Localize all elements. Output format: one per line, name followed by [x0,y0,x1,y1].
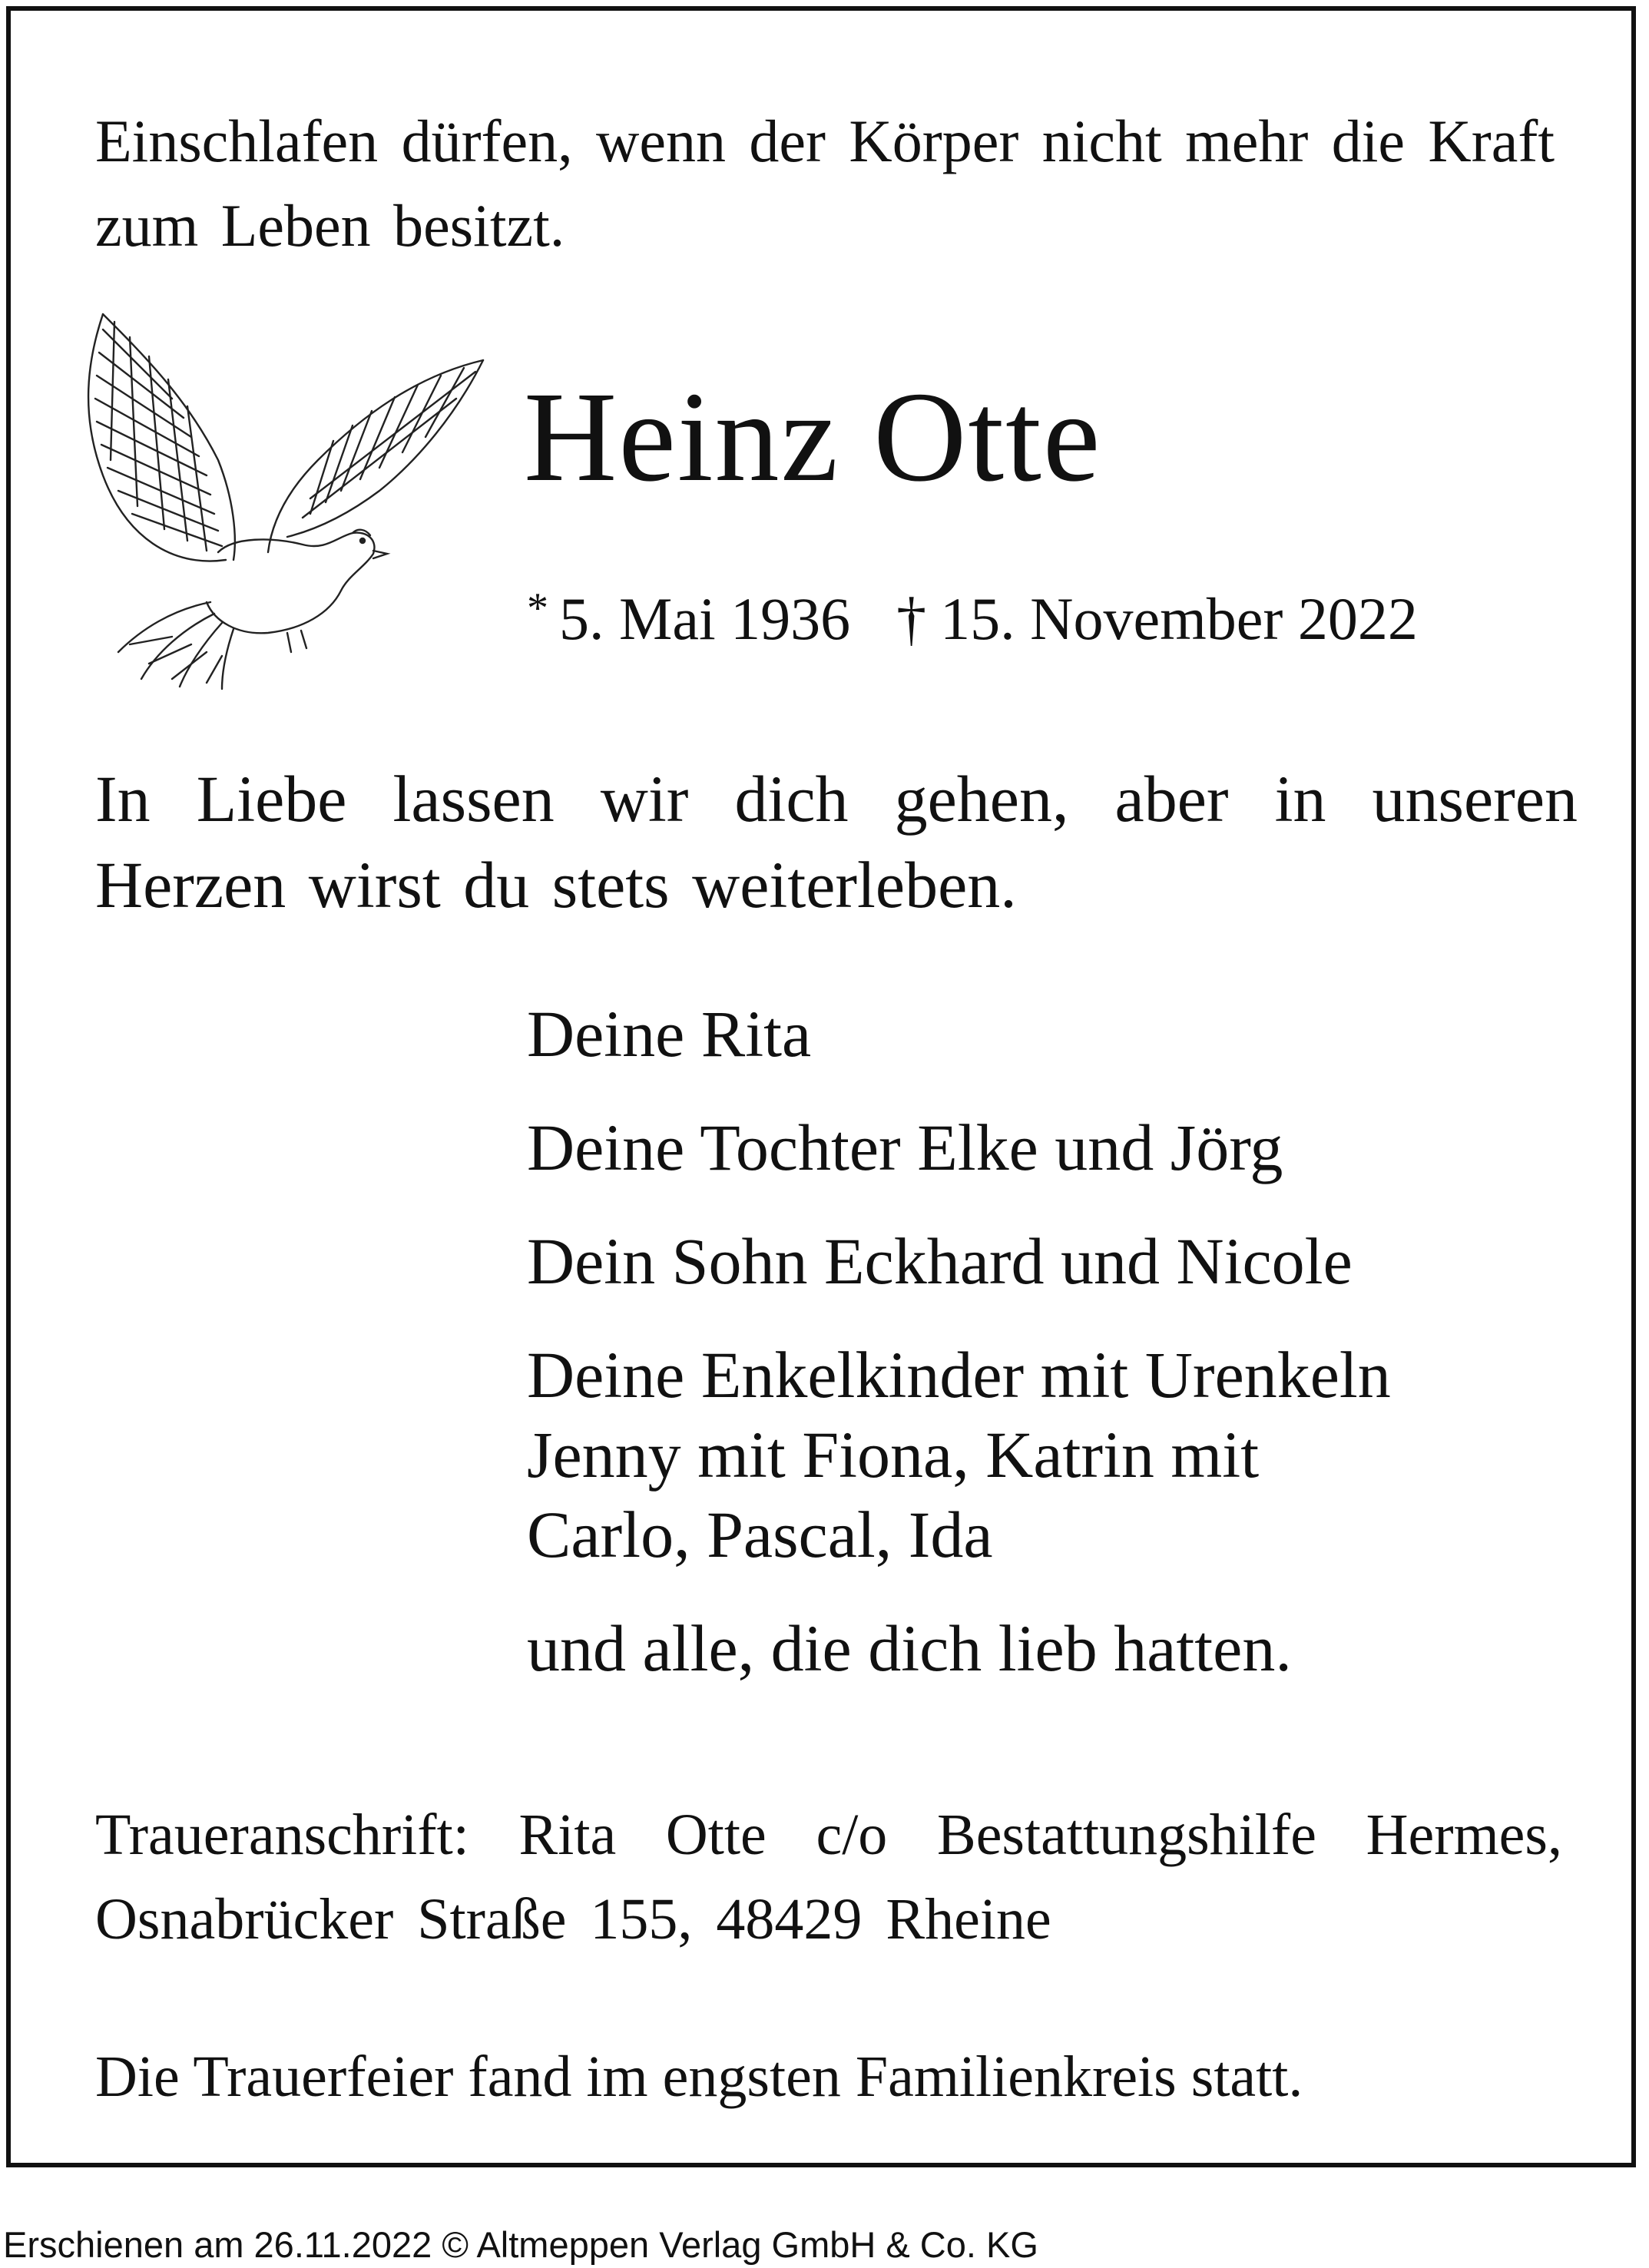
mourner-line: Deine Tochter Elke und Jörg [527,1111,1283,1184]
death-date: 15. November 2022 [940,585,1418,652]
birth-date: 5. Mai 1936 [559,585,851,652]
obituary-frame [6,6,1636,2167]
birth-symbol: * [527,584,548,632]
mourner-line: Carlo, Pascal, Ida [527,1498,993,1571]
mourner-group-grandchildren [527,1335,1587,1574]
dove-icon [57,306,487,690]
deceased-name: Heinz Otte [524,366,1102,508]
farewell-text: In Liebe lassen wir dich gehen, aber in unseren Herzen wirst du stets weiterleben. [95,762,1578,922]
death-symbol: † [896,585,927,652]
ceremony-note: Die Trauerfeier fand im engsten Familienkreis statt. [95,2045,1303,2109]
opening-quote: Einschlafen dürfen, wenn der Körper nicht mehr die Kraft zum Leben besitzt. [95,108,1555,259]
mourner-line: und alle, die dich lieb hatten. [527,1611,1292,1685]
mourner-line: Jenny mit Fiona, Katrin mit [527,1418,1260,1492]
mourning-address: Traueranschrift: Rita Otte c/o Bestattungshilfe Hermes, Osnabrücker Straße 155, 48429 Rheine [95,1803,1562,1952]
mourner-line: Deine Rita [527,997,812,1071]
publication-footer: Erschienen am 26.11.2022 © Altmeppen Verlag GmbH & Co. KG [3,2224,1038,2265]
life-dates [527,570,1418,657]
mourner-line: Deine Enkelkinder mit Urenkeln [527,1338,1391,1412]
mourners-list [527,994,1587,1688]
mourner-line: Dein Sohn Eckhard und Nicole [527,1224,1353,1298]
